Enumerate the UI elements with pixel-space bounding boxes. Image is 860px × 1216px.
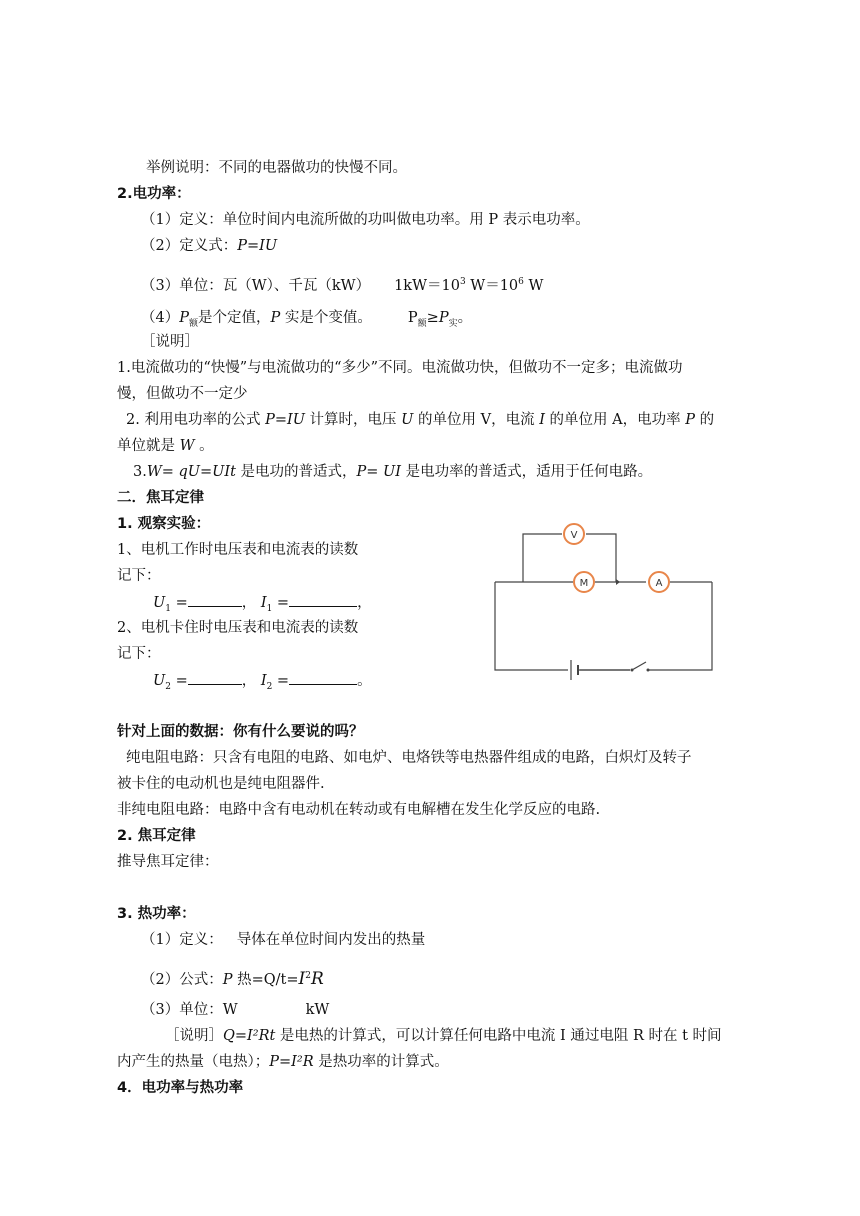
switch — [631, 662, 650, 672]
derive-joule-law: 推导焦耳定律： — [117, 854, 219, 870]
blank-i2[interactable] — [289, 670, 357, 685]
circuit-diagram — [490, 522, 720, 682]
observe-item-2: 2、电机卡住时电压表和电流表的读数 — [117, 620, 359, 636]
formula-line: （2）定义式：P=IU — [141, 238, 278, 254]
pure-resistance-line-1: 纯电阻电路：只含有电阻的电路、如电炉、电烙铁等电热器件组成的电路，白炽灯及转子 — [126, 750, 692, 766]
svg-text:A: A — [655, 578, 663, 589]
heat-note-line-1: ［说明］Q=I²Rt 是电热的计算式，可以计算任何电路中电流 I 通过电阻 R 时在 t 时间 — [165, 1028, 722, 1044]
svg-text:V: V — [570, 530, 578, 541]
section-2-heading: 二．焦耳定律 — [117, 490, 204, 506]
ammeter — [649, 572, 669, 592]
voltmeter — [564, 524, 584, 544]
heat-power-formula: （2）公式：P 热$=Q/t=I^2R$ — [141, 968, 324, 989]
blank-u2[interactable] — [188, 670, 242, 685]
question-heading: 针对上面的数据：你有什么要说的吗？ — [117, 724, 364, 740]
note-2-line-1: 2. 利用电功率的公式 P=IU 计算时，电压 U 的单位用 V，电流 I 的单位用 A，电功率 P 的 — [126, 412, 715, 428]
svg-text:M: M — [579, 578, 589, 589]
heat-power-unit: （3）单位：W kW — [141, 1002, 330, 1018]
note-1-line-2: 慢，但做功不一定少 — [117, 386, 248, 402]
heat-note-line-2: 内产生的热量（电热）；P=I²R 是热功率的计算式。 — [117, 1054, 449, 1070]
joule-law-heading: 2. 焦耳定律 — [117, 828, 196, 844]
note-label: ［说明］ — [141, 334, 199, 350]
record-label-1: 记下： — [117, 568, 161, 584]
rated-power-line: $(4)P_额$是个定值，P 实是个变值。 $P_额\ge P_实$。 — [141, 310, 473, 329]
record-label-2: 记下： — [117, 646, 161, 662]
record-row-2: $U_2$ = ， $I_2$ = 。 — [153, 670, 372, 697]
heading-electric-power: 2.电功率： — [117, 186, 191, 202]
note-1-line-1: 1.电流做功的“快慢”与电流做功的“多少”不同。电流做功快，但做功不一定多；电流做功 — [117, 360, 683, 376]
example-note: 举例说明：不同的电器做功的快慢不同。 — [146, 160, 407, 176]
note-3: 3.W= qU=UIt 是电功的普适式，P= UI 是电功率的普适式，适用于任何电路。 — [133, 464, 653, 480]
record-row-1: $U_1$ = ， $I_1$ = ， — [153, 592, 372, 619]
blank-i1[interactable] — [289, 592, 357, 607]
definition-line: （1）定义：单位时间内电流所做的功叫做电功率。用 P 表示电功率。 — [141, 212, 590, 228]
power-vs-heat-heading: 4．电功率与热功率 — [117, 1080, 244, 1096]
observe-heading: 1. 观察实验： — [117, 516, 211, 532]
pure-resistance-line-2: 被卡住的电动机也是纯电阻器件. — [117, 776, 325, 792]
heat-power-definition: （1）定义： 导体在单位时间内发出的热量 — [141, 932, 426, 948]
heat-power-heading: 3. 热功率： — [117, 906, 196, 922]
observe-item-1: 1、电机工作时电压表和电流表的读数 — [117, 542, 359, 558]
motor — [574, 572, 594, 592]
non-pure-resistance: 非纯电阻电路：电路中含有电动机在转动或有电解槽在发生化学反应的电路. — [117, 802, 601, 818]
blank-u1[interactable] — [188, 592, 242, 607]
note-2-line-2: 单位就是 W 。 — [117, 438, 214, 454]
unit-line: （3）单位：瓦（W）、千瓦（kW） $1kW=10^3$ $W=10^6$ W — [141, 277, 544, 294]
